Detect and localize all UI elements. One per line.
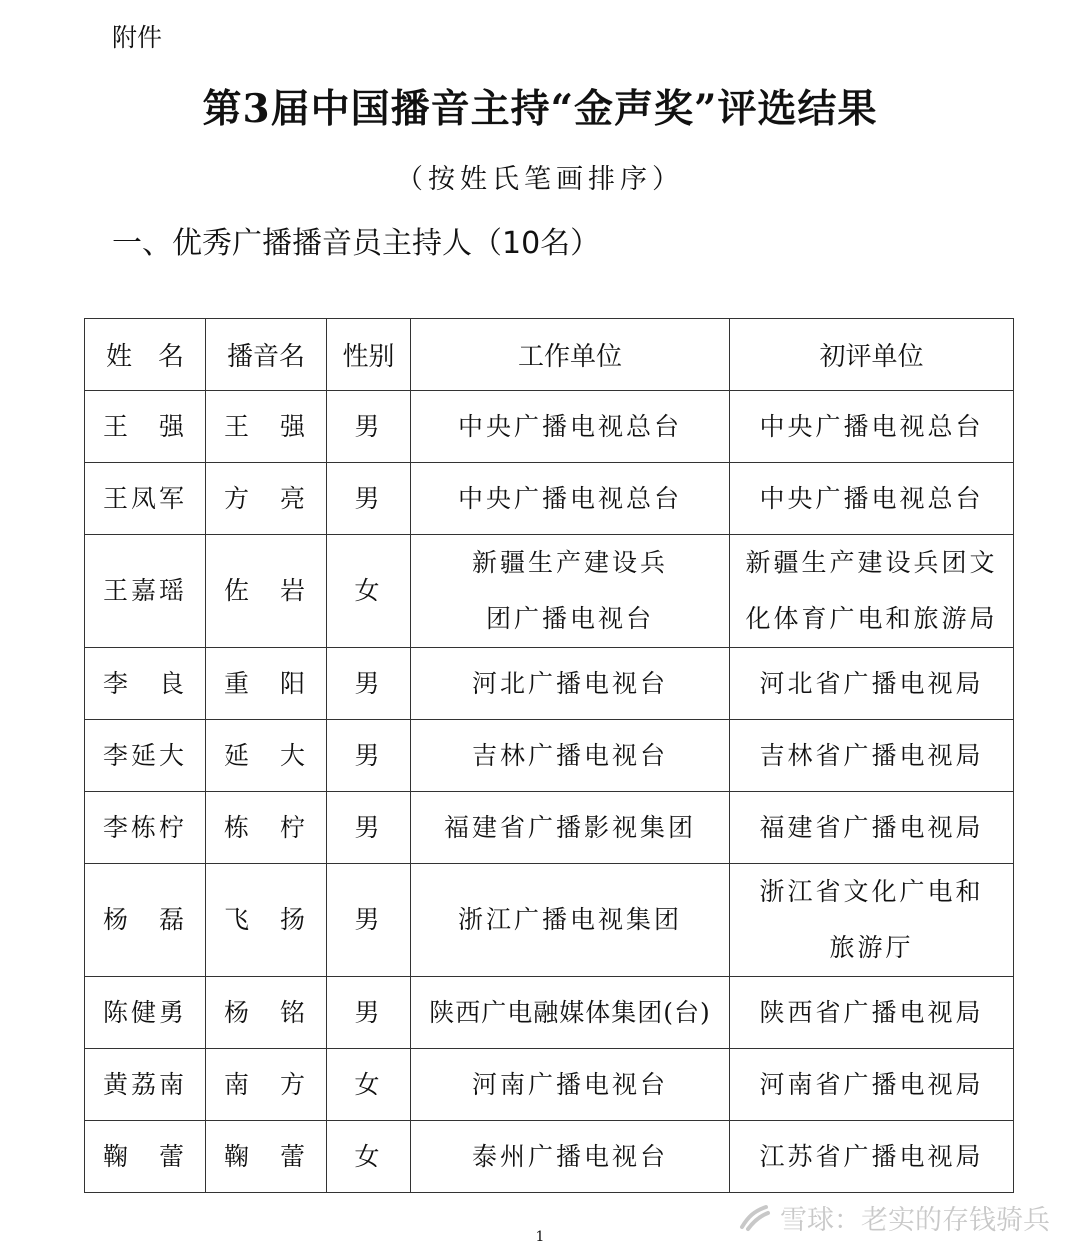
page-number: 1 [535, 1229, 545, 1245]
nominating-unit-cell: 中央广播电视总台 [730, 463, 1014, 535]
name-cell: 王 强 [85, 391, 206, 463]
header-gender: 性别 [327, 319, 411, 391]
gender-cell: 男 [327, 391, 411, 463]
gender-cell: 女 [327, 1049, 411, 1121]
stage-name-cell: 杨 铭 [206, 977, 327, 1049]
sort-note: （按姓氏笔画排序） [396, 164, 684, 195]
work-unit-cell: 陕西广电融媒体集团(台) [411, 977, 730, 1049]
table-row [85, 792, 1014, 864]
section-heading: 一、优秀广播播音员主持人（10名） [112, 226, 601, 261]
nominating-unit-cell: 吉林省广播电视局 [730, 720, 1014, 792]
gender-cell: 男 [327, 648, 411, 720]
nominating-unit-cell: 江苏省广播电视局 [730, 1121, 1014, 1193]
table-row [85, 720, 1014, 792]
name-cell: 黄荔南 [85, 1049, 206, 1121]
watermark-text: 雪球：老实的存钱骑兵 [780, 1205, 1050, 1236]
table-row [85, 535, 1014, 648]
stage-name-cell: 重 阳 [206, 648, 327, 720]
results-table [84, 318, 1014, 1193]
table-header-row [85, 319, 1014, 391]
gender-cell: 女 [327, 535, 411, 648]
table-row [85, 1121, 1014, 1193]
name-cell: 李 良 [85, 648, 206, 720]
document-title: 第3届中国播音主持“金声奖”评选结果 [202, 86, 878, 132]
name-cell: 李延大 [85, 720, 206, 792]
stage-name-cell: 方 亮 [206, 463, 327, 535]
stage-name-cell: 南 方 [206, 1049, 327, 1121]
gender-cell: 女 [327, 1121, 411, 1193]
name-cell: 王凤军 [85, 463, 206, 535]
stage-name-cell: 栋 柠 [206, 792, 327, 864]
header-nominating-unit: 初评单位 [730, 319, 1014, 391]
gender-cell: 男 [327, 463, 411, 535]
gender-cell: 男 [327, 864, 411, 977]
name-cell: 鞠 蕾 [85, 1121, 206, 1193]
work-unit-cell: 河北广播电视台 [411, 648, 730, 720]
nominating-unit-cell: 福建省广播电视局 [730, 792, 1014, 864]
work-unit-cell: 浙江广播电视集团 [411, 864, 730, 977]
work-unit-cell: 中央广播电视总台 [411, 463, 730, 535]
name-cell: 杨 磊 [85, 864, 206, 977]
work-unit-cell: 河南广播电视台 [411, 1049, 730, 1121]
table-row [85, 977, 1014, 1049]
name-cell: 李栋柠 [85, 792, 206, 864]
nominating-unit-cell: 陕西省广播电视局 [730, 977, 1014, 1049]
header-name: 姓 名 [85, 319, 206, 391]
name-cell: 王嘉瑶 [85, 535, 206, 648]
stage-name-cell: 佐 岩 [206, 535, 327, 648]
nominating-unit-cell: 河北省广播电视局 [730, 648, 1014, 720]
stage-name-cell: 王 强 [206, 391, 327, 463]
nominating-unit-cell: 河南省广播电视局 [730, 1049, 1014, 1121]
table-row [85, 864, 1014, 977]
nominating-unit-cell: 浙江省文化广电和旅游厅 [730, 864, 1014, 977]
nominating-unit-cell: 中央广播电视总台 [730, 391, 1014, 463]
work-unit-cell: 吉林广播电视台 [411, 720, 730, 792]
work-unit-cell: 新疆生产建设兵团广播电视台 [411, 535, 730, 648]
work-unit-cell: 中央广播电视总台 [411, 391, 730, 463]
table-row [85, 1049, 1014, 1121]
table-row [85, 463, 1014, 535]
table-row [85, 391, 1014, 463]
work-unit-cell: 泰州广播电视台 [411, 1121, 730, 1193]
table-row [85, 648, 1014, 720]
header-work-unit: 工作单位 [411, 319, 730, 391]
nominating-unit-cell: 新疆生产建设兵团文化体育广电和旅游局 [730, 535, 1014, 648]
header-stage-name: 播音名 [206, 319, 327, 391]
name-cell: 陈健勇 [85, 977, 206, 1049]
gender-cell: 男 [327, 977, 411, 1049]
work-unit-cell: 福建省广播影视集团 [411, 792, 730, 864]
gender-cell: 男 [327, 720, 411, 792]
stage-name-cell: 飞 扬 [206, 864, 327, 977]
gender-cell: 男 [327, 792, 411, 864]
stage-name-cell: 延 大 [206, 720, 327, 792]
snowball-logo-icon [738, 1203, 772, 1233]
attachment-label: 附件 [112, 23, 163, 52]
stage-name-cell: 鞠 蕾 [206, 1121, 327, 1193]
